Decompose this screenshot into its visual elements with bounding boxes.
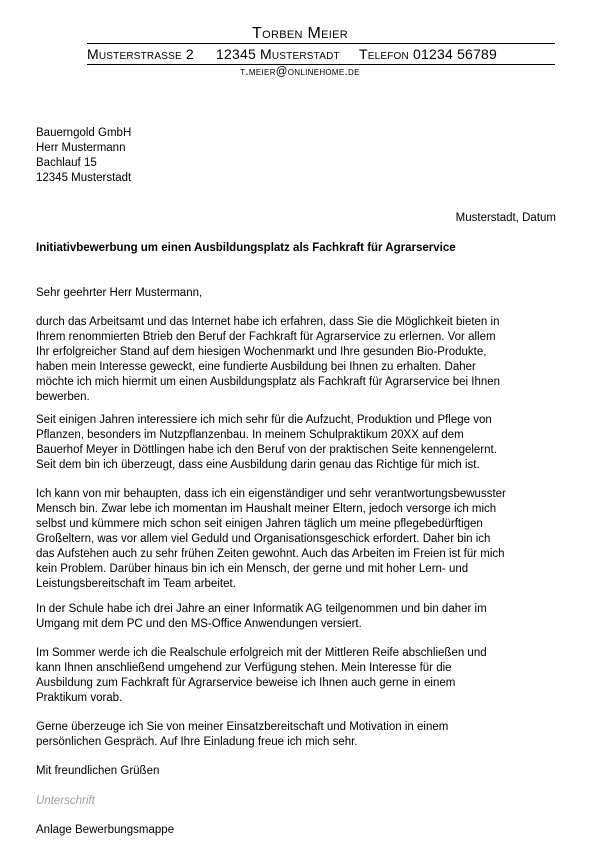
paragraph-line: Pflanzen, besonders im Nutzpflanzenbau. In meinem Schulpraktikum 20XX auf dem bbox=[36, 429, 464, 441]
paragraph-line: Ihr erfolgreicher Stand auf dem hiesigen Wochenmarkt und Ihre gesunden Bio-Produkte, bbox=[36, 346, 487, 358]
sender-name: Torben Meier bbox=[252, 25, 348, 42]
paragraph-line: Großeltern, was vor allem viel Geduld und Organisationsgeschick erfordert. Daher bin ich bbox=[36, 533, 491, 545]
signature-placeholder: Unterschrift bbox=[36, 795, 95, 807]
body-paragraph bbox=[36, 720, 448, 750]
recipient-company: Bauerngold GmbH bbox=[36, 127, 132, 139]
sender-phone: Telefon 01234 56789 bbox=[359, 46, 498, 62]
recipient-contact: Herr Mustermann bbox=[36, 142, 126, 154]
header-rule-bottom bbox=[87, 64, 555, 65]
paragraph-line: durch das Arbeitsamt und das Internet habe ich erfahren, dass Sie die Möglichkeit bieten in bbox=[36, 316, 500, 328]
paragraph-line: kein Problem. Darüber hinaus bin ich ein Mensch, der gerne und mit hoher Lern- und bbox=[36, 563, 469, 575]
body-paragraph bbox=[36, 602, 487, 632]
salutation: Sehr geehrter Herr Mustermann, bbox=[36, 287, 203, 299]
paragraph-line: möchte ich mich hiermit um einen Ausbildungsplatz als Fachkraft für Agrarservice bei Ihnen bbox=[36, 376, 501, 388]
body-paragraph bbox=[36, 315, 500, 405]
paragraph-line: Umgang mit dem PC und den MS-Office Anwendungen versiert. bbox=[36, 618, 362, 630]
paragraph-line: Ihrem renommierten Btrieb den Beruf der Fachkraft für Agrarservice zu erlernen. Vor allem bbox=[36, 331, 496, 343]
recipient-street: Bachlauf 15 bbox=[36, 157, 97, 169]
header-rule-top bbox=[87, 43, 555, 44]
paragraph-line: selbst und kümmere mich schon seit einigen Jahren täglich um meine pflegebedürftigen bbox=[36, 518, 483, 530]
paragraph-line: Seit einigen Jahren interessiere ich mich sehr für die Aufzucht, Produktion und Pflege von bbox=[36, 414, 492, 426]
body-paragraph bbox=[36, 646, 487, 706]
paragraph-line: Bauerhof Meyer in Döttlingen habe ich den Beruf von der praktischen Seite kennengelernt. bbox=[36, 444, 497, 456]
sender-email: t.meier@onlinehome.de bbox=[240, 66, 360, 78]
paragraph-line: Ausbildung zum Fachkraft für Agrarservice beweise ich Ihnen auch gerne in einem bbox=[36, 677, 456, 689]
recipient-city: 12345 Musterstadt bbox=[36, 172, 132, 184]
paragraph-line: Ich kann von mir behaupten, dass ich ein eigenständiger und sehr verantwortungsbewusster bbox=[36, 488, 506, 500]
body-paragraph bbox=[36, 487, 506, 592]
sender-street: Musterstrasse 2 bbox=[87, 46, 194, 62]
recipient-address bbox=[36, 126, 131, 186]
paragraph-line: Mensch bin. Zwar lebe ich momentan im Haushalt meiner Eltern, jedoch versorge ich mich bbox=[36, 503, 497, 515]
paragraph-line: persönlichen Gespräch. Auf Ihre Einladung freue ich mich sehr. bbox=[36, 736, 358, 748]
body-paragraph bbox=[36, 413, 497, 473]
enclosure: Anlage Bewerbungsmappe bbox=[36, 824, 175, 836]
paragraph-line: das Aufstehen auch zu sehr frühen Zeiten gewohnt. Auch das Arbeiten im Freien ist für mich bbox=[36, 548, 505, 560]
paragraph-line: Praktikum vorab. bbox=[36, 692, 123, 704]
paragraph-line: haben mein Interesse geweckt, eine fundierte Ausbildung bei Ihnen zu erhalten. Daher bbox=[36, 361, 476, 373]
paragraph-line: Im Sommer werde ich die Realschule erfolgreich mit der Mittleren Reife abschließen und bbox=[36, 647, 487, 659]
paragraph-line: In der Schule habe ich drei Jahre an einer Informatik AG teilgenommen und bin daher im bbox=[36, 603, 487, 615]
closing: Mit freundlichen Grüßen bbox=[36, 765, 160, 777]
paragraph-line: Seit dem bin ich überzeugt, dass eine Ausbildung darin genau das Richtige für mich ist. bbox=[36, 459, 480, 471]
paragraph-line: kann Ihnen anschließend umgehend zur Verfügung stehen. Mein Interesse für die bbox=[36, 662, 452, 674]
sender-city: 12345 Musterstadt bbox=[216, 46, 340, 62]
paragraph-line: Leistungsbereitschaft im Team arbeitet. bbox=[36, 578, 236, 590]
paragraph-line: Gerne überzeuge ich Sie von meiner Einsatzbereitschaft und Motivation in einem bbox=[36, 721, 449, 733]
paragraph-line: bewerben. bbox=[36, 391, 90, 403]
letter-subject: Initiativbewerbung um einen Ausbildungsplatz als Fachkraft für Agrarservice bbox=[36, 242, 456, 254]
letter-date: Musterstadt, Datum bbox=[455, 212, 556, 224]
